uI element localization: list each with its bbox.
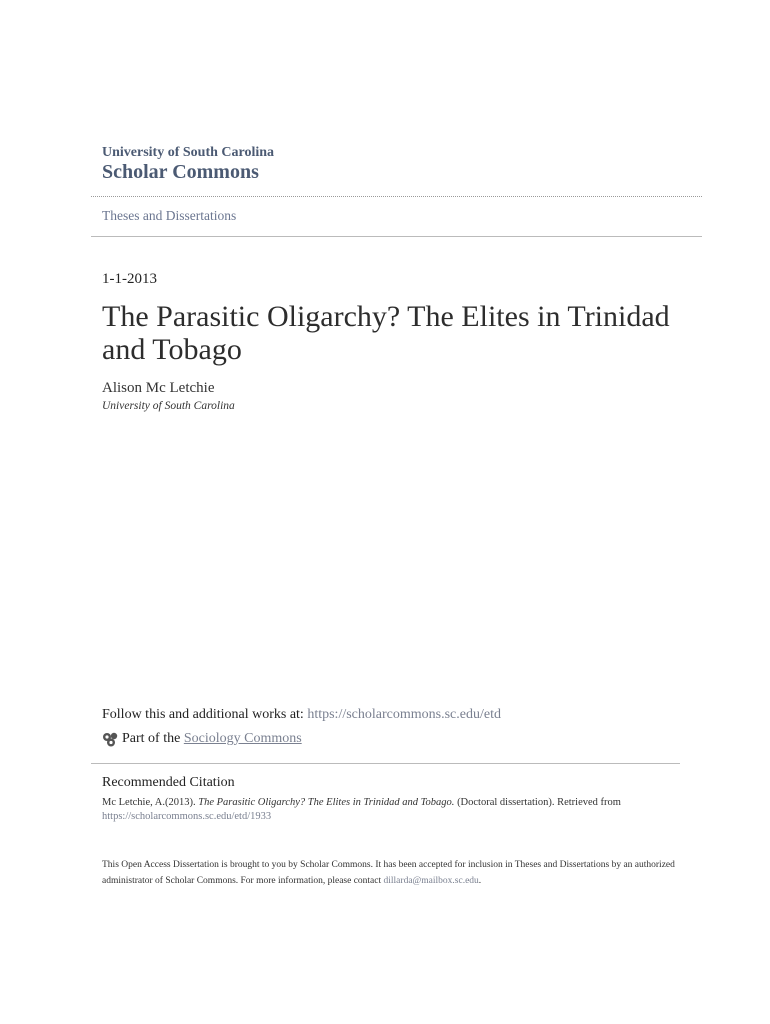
follow-label: Follow this and additional works at: (102, 707, 304, 722)
open-access-notice (102, 857, 702, 889)
document-title: The Parasitic Oligarchy? The Elites in Trinidad and Tobago (102, 300, 670, 366)
part-of-prefix: Part of the (122, 731, 181, 746)
university-name: University of South Carolina (102, 145, 275, 160)
publication-date: 1-1-2013 (102, 271, 157, 287)
author-affiliation: University of South Carolina (102, 400, 235, 412)
citation-heading: Recommended Citation (102, 775, 235, 790)
citation-author-year: Mc Letchie, A.(2013). (102, 797, 196, 808)
scholar-commons-link[interactable]: Scholar Commons (102, 161, 259, 183)
citation-title: The Parasitic Oligarchy? The Elites in Trinidad and Tobago. (198, 797, 455, 808)
network-icon (102, 731, 120, 747)
series-link[interactable]: Theses and Dissertations (102, 208, 237, 223)
citation-rest: (Doctoral dissertation). Retrieved from (457, 797, 621, 808)
citation-divider (91, 763, 680, 764)
notice-text: This Open Access Dissertation is brought to you by Scholar Commons. It has been accepted for inclusion in Theses and Dissertations by an authorized administrator of Scholar Commons. For more information, please contact (102, 860, 675, 886)
contact-email-link[interactable]: dillarda@mailbox.sc.edu (383, 876, 479, 886)
citation-text (102, 796, 682, 824)
collection-url-link[interactable]: https://scholarcommons.sc.edu/etd (307, 707, 501, 722)
author-name: Alison Mc Letchie (102, 380, 215, 396)
part-of-line (102, 731, 302, 747)
follow-line (102, 707, 501, 723)
header-divider (91, 196, 702, 197)
series-divider (91, 236, 702, 237)
notice-end: . (478, 876, 482, 886)
sociology-commons-link[interactable]: Sociology Commons (183, 731, 302, 746)
citation-url-link[interactable]: https://scholarcommons.sc.edu/etd/1933 (102, 811, 272, 822)
